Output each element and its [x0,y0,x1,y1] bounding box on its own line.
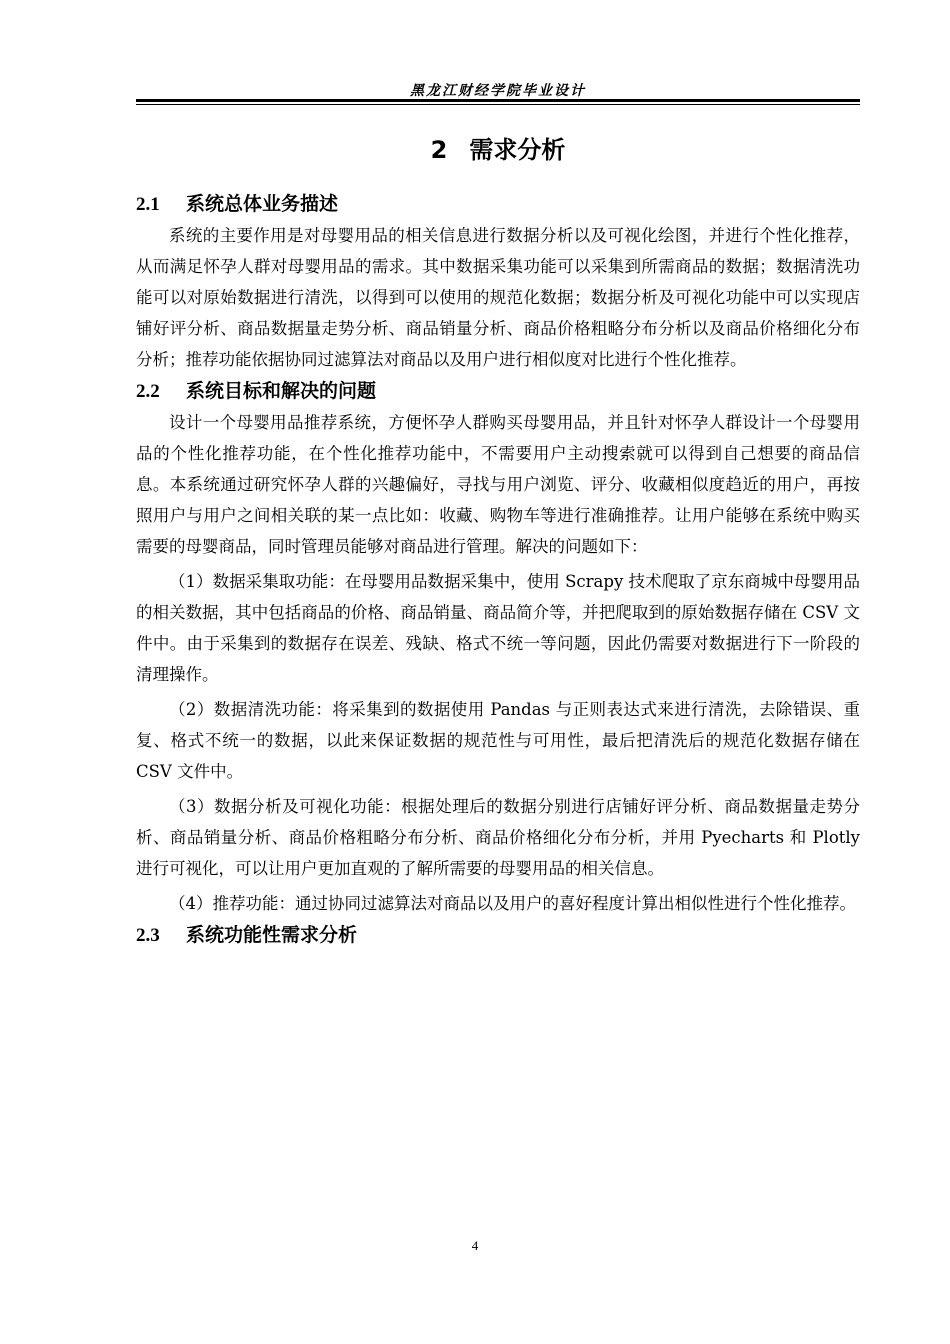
chapter-title: 需求分析 [469,136,566,164]
section-title: 系统目标和解决的问题 [186,380,377,402]
header-rule-thick [136,99,860,102]
page-number: 4 [471,1238,479,1253]
chapter-heading [136,128,860,172]
chapter-number: 2 [430,136,448,164]
page-body [136,128,860,951]
list-item-4: （4）推荐功能：通过协同过滤算法对商品以及用户的喜好程度计算出相似性进行个性化推荐。 [169,894,856,913]
list-item-1: （1）数据采集取功能：在母婴用品数据采集中，使用 Scrapy 技术爬取了京东商城中母婴用品的相关数据，其中包括商品的价格、商品销量、商品简介等，并把爬取到的原始数据存储在 CSV 文件中。由于采集到的数据存在误差、残缺、格式不统一等问题，因此仍需要对数据进行下一阶段的清理操作。 [136,572,860,684]
section-number: 2.3 [136,925,160,946]
section-title: 系统总体业务描述 [186,193,339,215]
section-number: 2.2 [136,381,160,402]
section-heading-2-3 [136,919,860,951]
header-rule-thin [136,104,860,105]
page-header-title: 黑龙江财经学院毕业设计 [410,83,586,99]
paragraph-2-1: 系统的主要作用是对母婴用品的相关信息进行数据分析以及可视化绘图，并进行个性化推荐，从而满足怀孕人群对母婴用品的需求。其中数据采集功能可以采集到所需商品的数据；数据清洗功能可以对原始数据进行清洗，以得到可以使用的规范化数据；数据分析及可视化功能中可以实现店铺好评分析、商品数据量走势分析、商品销量分析、商品价格粗略分布分析以及商品价格细化分布分析；推荐功能依据协同过滤算法对商品以及用户进行相似度对比进行个性化推荐。 [136,226,860,369]
section-heading-2-2 [136,375,860,407]
list-item-2: （2）数据清洗功能：将采集到的数据使用 Pandas 与正则表达式来进行清洗，去除错误、重复、格式不统一的数据，以此来保证数据的规范性与可用性，最后把清洗后的规范化数据存储在 CSV 文件中。 [136,700,860,781]
paragraph-2-2-intro: 设计一个母婴用品推荐系统，方便怀孕人群购买母婴用品，并且针对怀孕人群设计一个母婴用品的个性化推荐功能，在个性化推荐功能中，不需要用户主动搜索就可以得到自己想要的商品信息。本系统通过研究怀孕人群的兴趣偏好，寻找与用户浏览、评分、收藏相似度趋近的用户，再按照用户与用户之间相关联的某一点比如：收藏、购物车等进行准确推荐。让用户能够在系统中购买需要的母婴商品，同时管理员能够对商品进行管理。解决的问题如下： [136,413,860,556]
section-title: 系统功能性需求分析 [186,924,358,946]
section-number: 2.1 [136,194,160,215]
section-heading-2-1 [136,188,860,220]
list-item-3: （3）数据分析及可视化功能：根据处理后的数据分别进行店铺好评分析、商品数据量走势分析、商品销量分析、商品价格粗略分布分析、商品价格细化分布分析，并用 Pyecharts 和 Plotly 进行可视化，可以让用户更加直观的了解所需要的母婴用品的相关信息。 [136,797,860,878]
